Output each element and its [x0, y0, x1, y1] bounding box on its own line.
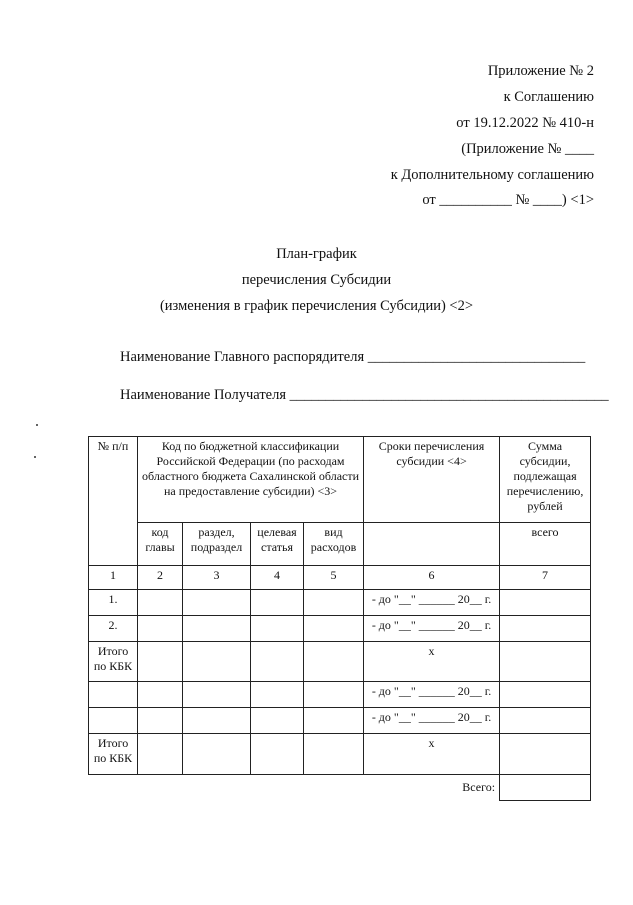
- x-mark: x: [364, 734, 500, 775]
- scan-speck: [36, 424, 38, 426]
- subtotal-row: [89, 642, 591, 682]
- header-terms: Сроки перечисления субсидии <4>: [364, 437, 500, 523]
- document-subtitle: перечисления Субсидии: [241, 272, 392, 288]
- subtotal-label: Итого по КБК: [89, 734, 138, 775]
- col-number: 6: [364, 566, 500, 590]
- recipient-field: Наименование Получателя ____________________________________________: [120, 387, 609, 403]
- subheader-section: раздел, подраздел: [183, 523, 251, 566]
- subtotal-row: [89, 734, 591, 775]
- main-manager-field: Наименование Главного распорядителя ______________________________: [120, 349, 586, 365]
- column-number-row: [89, 566, 591, 590]
- payment-date: - до "__" ______ 20__ г.: [364, 682, 500, 708]
- table-row: [89, 590, 591, 616]
- header-num: № п/п: [89, 437, 138, 566]
- col-number: 4: [251, 566, 304, 590]
- appendix-number: Приложение № 2: [487, 63, 594, 79]
- document-title: План-график: [276, 246, 357, 262]
- subheader-total: всего: [500, 523, 591, 566]
- col-number: 1: [89, 566, 138, 590]
- document-subtitle-note: (изменения в график перечисления Субсидии) <2>: [159, 298, 474, 314]
- payment-date: - до "__" ______ 20__ г.: [364, 590, 500, 616]
- additional-agreement-date: от __________ № ____) <1>: [422, 192, 594, 208]
- col-number: 2: [138, 566, 183, 590]
- scan-speck: [34, 456, 36, 458]
- table-row: [89, 708, 591, 734]
- appendix-ref: (Приложение № ____: [461, 141, 594, 157]
- row-number: 2.: [89, 616, 138, 642]
- additional-agreement-ref: к Дополнительному соглашению: [390, 167, 594, 183]
- subtotal-label: Итого по КБК: [89, 642, 138, 682]
- total-value: [500, 775, 591, 801]
- col-number: 3: [183, 566, 251, 590]
- agreement-ref: к Соглашению: [503, 89, 594, 105]
- subheader-target: целевая статья: [251, 523, 304, 566]
- header-sum: Сумма субсидии, подлежащая перечислению, рублей: [500, 437, 591, 523]
- agreement-date: от 19.12.2022 № 410-н: [456, 115, 594, 131]
- col-number: 7: [500, 566, 591, 590]
- subheader-terms-empty: [364, 523, 500, 566]
- col-number: 5: [304, 566, 364, 590]
- header-kbk: Код по бюджетной классификации Российской Федерации (по расходам областного бюджета Сахалинской области на предоставление субсидии) <3>: [138, 437, 364, 523]
- x-mark: x: [364, 642, 500, 682]
- payment-date: - до "__" ______ 20__ г.: [364, 708, 500, 734]
- schedule-table: [88, 436, 591, 801]
- row-number: 1.: [89, 590, 138, 616]
- subheader-head-code: код главы: [138, 523, 183, 566]
- total-label: Всего:: [462, 780, 496, 795]
- table-row: [89, 616, 591, 642]
- table-row: [89, 682, 591, 708]
- payment-date: - до "__" ______ 20__ г.: [364, 616, 500, 642]
- grand-total-row: [89, 775, 591, 801]
- subheader-type: вид расходов: [304, 523, 364, 566]
